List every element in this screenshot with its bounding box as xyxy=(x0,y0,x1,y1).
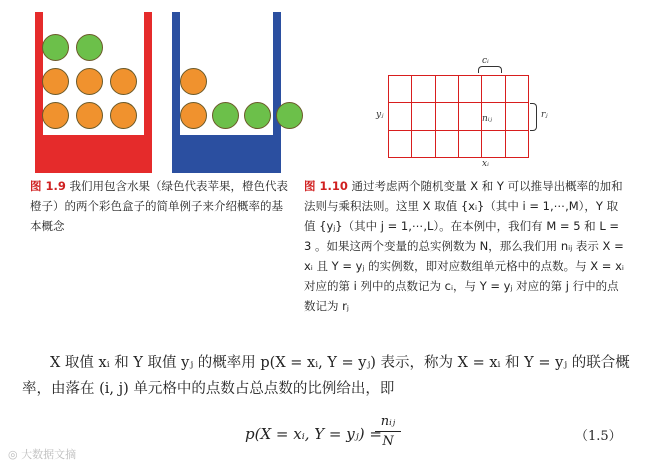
body-paragraph-text: X 取值 xᵢ 和 Y 取值 yⱼ 的概率用 p(X = xᵢ, Y = yⱼ) 表示，称为 X = xᵢ 和 Y = yⱼ 的联合概率，由落在 (i, j) 单元格中的点数占总点数的比例给出，即 xyxy=(22,355,630,397)
orange-ball xyxy=(180,102,207,129)
grid-cell xyxy=(505,75,529,103)
grid-cell xyxy=(435,130,459,158)
orange-ball xyxy=(110,102,137,129)
red-fruit-box xyxy=(35,12,152,173)
grid-cell xyxy=(481,130,505,158)
apple-ball xyxy=(244,102,271,129)
grid-cell xyxy=(435,75,459,103)
grid-cell xyxy=(435,102,459,130)
grid-cell xyxy=(458,130,482,158)
grid-cell xyxy=(505,102,529,130)
grid-cell xyxy=(481,75,505,103)
figure-1-9 xyxy=(0,0,300,180)
watermark-text: 大数据文摘 xyxy=(21,448,77,461)
orange-ball xyxy=(180,68,207,95)
watermark-icon: ◎ xyxy=(8,448,22,461)
grid-cell xyxy=(411,75,435,103)
grid-cell xyxy=(388,75,412,103)
blue-fruit-box xyxy=(172,12,281,173)
equation-denominator: N xyxy=(382,434,394,449)
grid-cell xyxy=(458,102,482,130)
orange-ball xyxy=(42,102,69,129)
orange-ball xyxy=(76,102,103,129)
grid-cell xyxy=(388,130,412,158)
orange-ball xyxy=(76,68,103,95)
equation-lhs: p(X = xᵢ, Y = yⱼ) = xyxy=(245,425,382,443)
equation-numerator: nᵢⱼ xyxy=(380,414,396,429)
figure-1-10-caption-text: 通过考虑两个随机变量 X 和 Y 可以推导出概率的加和法则与乘积法则。这里 X 取值 {xᵢ}（其中 i = 1,⋯,M），Y 取值 {yⱼ}（其中 j = 1,⋯,L）。在本例中，我们有 M = 5 和 L = 3 。如果这两个变量的总实例数为 N，那么我们用 nᵢⱼ 表示 X = xᵢ 且 Y = yⱼ 的实例数，即对应数组单元格中的点数。与 X = xᵢ 对应的第 i 列中的点数记为 cᵢ，与 Y = yⱼ 对应的第 j 行中的点数记为 rⱼ xyxy=(304,179,624,313)
grid-cell xyxy=(411,130,435,158)
grid-cell xyxy=(388,102,412,130)
equation-number: （1.5） xyxy=(575,429,622,444)
equation-fraction xyxy=(375,413,401,452)
grid-cell xyxy=(411,102,435,130)
label-xi: xᵢ xyxy=(482,159,489,169)
apple-ball xyxy=(212,102,239,129)
label-ci: cᵢ xyxy=(482,56,489,66)
brace-rj xyxy=(530,103,537,131)
grid-cell xyxy=(458,75,482,103)
watermark xyxy=(8,446,76,462)
apple-ball xyxy=(276,102,303,129)
figure-1-9-caption-text: 我们用包含水果（绿色代表苹果，橙色代表橙子）的两个彩色盒子的简单例子来介绍概率的基本概念 xyxy=(30,179,289,233)
brace-ci xyxy=(478,66,502,73)
apple-ball xyxy=(76,34,103,61)
label-nij: nᵢⱼ xyxy=(482,114,492,124)
figure-1-10-grid xyxy=(388,75,528,157)
label-rj: rⱼ xyxy=(541,110,548,120)
figure-1-10-label: 图 1.10 xyxy=(304,179,348,193)
figure-1-9-caption xyxy=(30,176,292,236)
grid-cell xyxy=(505,130,529,158)
body-paragraph xyxy=(22,350,642,402)
figure-1-9-label: 图 1.9 xyxy=(30,179,66,193)
label-yj: yⱼ xyxy=(376,110,384,120)
equation-1-5 xyxy=(245,413,645,457)
apple-ball xyxy=(42,34,69,61)
orange-ball xyxy=(110,68,137,95)
figure-1-10-caption xyxy=(304,176,626,316)
orange-ball xyxy=(42,68,69,95)
